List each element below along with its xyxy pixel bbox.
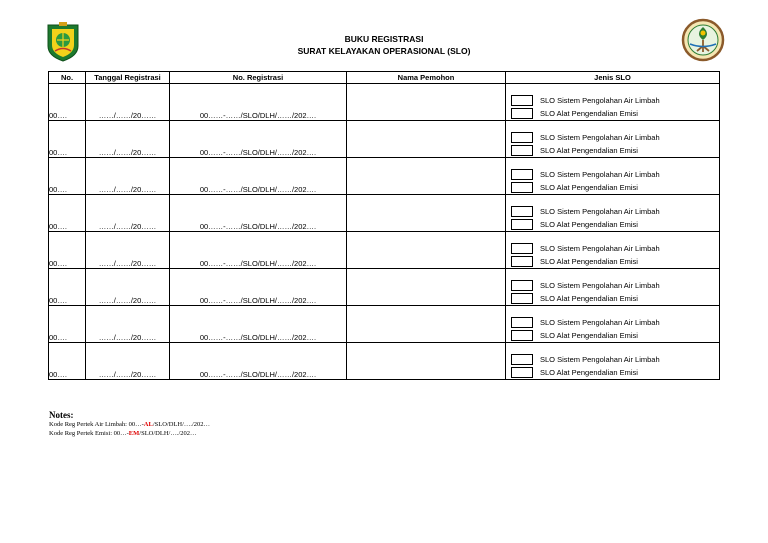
option-label: SLO Alat Pengendalian Emisi — [540, 109, 638, 118]
applicant-name — [347, 158, 506, 195]
table-header-row — [49, 72, 720, 84]
notes-section — [49, 410, 210, 438]
applicant-name — [347, 121, 506, 158]
registration-number: 00……-……/SLO/DLH/……/202…. — [170, 158, 347, 195]
option-label: SLO Alat Pengendalian Emisi — [540, 257, 638, 266]
note-text: Kode Reg Pertek Emisi: 00…- — [49, 429, 129, 437]
slo-type-cell — [506, 343, 720, 380]
wastewater-code-note — [49, 421, 210, 430]
row-number: 00…. — [49, 306, 86, 343]
registration-number: 00……-……/SLO/DLH/……/202…. — [170, 343, 347, 380]
wastewater-code: AL — [143, 421, 153, 428]
option-label: SLO Alat Pengendalian Emisi — [540, 368, 638, 377]
applicant-name — [347, 84, 506, 121]
wastewater-checkbox[interactable] — [511, 280, 533, 291]
slo-type-cell — [506, 84, 720, 121]
row-number: 00…. — [49, 158, 86, 195]
option-label: SLO Alat Pengendalian Emisi — [540, 146, 638, 155]
table-row — [49, 306, 720, 343]
table-row — [49, 84, 720, 121]
emission-checkbox[interactable] — [511, 330, 533, 341]
emission-checkbox[interactable] — [511, 293, 533, 304]
document-subtitle: SURAT KELAYAKAN OPERASIONAL (SLO) — [297, 46, 471, 56]
emission-checkbox[interactable] — [511, 256, 533, 267]
row-number: 00…. — [49, 269, 86, 306]
column-header-date: Tanggal Registrasi — [86, 72, 170, 84]
row-number: 00…. — [49, 121, 86, 158]
emission-checkbox[interactable] — [511, 219, 533, 230]
registration-date: ……/……/20…… — [86, 232, 170, 269]
registration-number: 00……-……/SLO/DLH/……/202…. — [170, 195, 347, 232]
option-label: SLO Sistem Pengolahan Air Limbah — [540, 133, 660, 142]
emission-checkbox[interactable] — [511, 108, 533, 119]
column-header-no: No. — [49, 72, 86, 84]
option-label: SLO Alat Pengendalian Emisi — [540, 331, 638, 340]
slo-type-cell — [506, 232, 720, 269]
registration-number: 00……-……/SLO/DLH/……/202…. — [170, 232, 347, 269]
applicant-name — [347, 195, 506, 232]
wastewater-checkbox[interactable] — [511, 243, 533, 254]
emission-checkbox[interactable] — [511, 145, 533, 156]
wastewater-checkbox[interactable] — [511, 95, 533, 106]
option-label: SLO Sistem Pengolahan Air Limbah — [540, 170, 660, 179]
table-row — [49, 195, 720, 232]
registration-number: 00……-……/SLO/DLH/……/202…. — [170, 306, 347, 343]
slo-type-cell — [506, 306, 720, 343]
row-number: 00…. — [49, 195, 86, 232]
registration-date: ……/……/20…… — [86, 158, 170, 195]
option-label: SLO Sistem Pengolahan Air Limbah — [540, 244, 660, 253]
table-row — [49, 343, 720, 380]
note-text: Kode Reg Pertek Air Limbah: 00…- — [49, 421, 144, 428]
table-row — [49, 232, 720, 269]
registration-date: ……/……/20…… — [86, 343, 170, 380]
registration-number: 00……-……/SLO/DLH/……/202…. — [170, 269, 347, 306]
slo-type-cell — [506, 269, 720, 306]
option-label: SLO Sistem Pengolahan Air Limbah — [540, 318, 660, 327]
registration-date: ……/……/20…… — [86, 269, 170, 306]
column-header-reg-number: No. Registrasi — [170, 72, 347, 84]
option-label: SLO Alat Pengendalian Emisi — [540, 294, 638, 303]
option-label: SLO Sistem Pengolahan Air Limbah — [540, 207, 660, 216]
registration-date: ……/……/20…… — [86, 306, 170, 343]
row-number: 00…. — [49, 232, 86, 269]
table-row — [49, 121, 720, 158]
row-number: 00…. — [49, 84, 86, 121]
registration-number: 00……-……/SLO/DLH/……/202…. — [170, 84, 347, 121]
wastewater-checkbox[interactable] — [511, 317, 533, 328]
wastewater-checkbox[interactable] — [511, 206, 533, 217]
wastewater-checkbox[interactable] — [511, 132, 533, 143]
registration-table — [48, 71, 720, 380]
emission-code: EM — [128, 429, 140, 437]
option-label: SLO Sistem Pengolahan Air Limbah — [540, 355, 660, 364]
wastewater-checkbox[interactable] — [511, 354, 533, 365]
option-label: SLO Alat Pengendalian Emisi — [540, 183, 638, 192]
option-label: SLO Sistem Pengolahan Air Limbah — [540, 96, 660, 105]
document-title: BUKU REGISTRASI — [344, 34, 424, 44]
option-label: SLO Alat Pengendalian Emisi — [540, 220, 638, 229]
applicant-name — [347, 269, 506, 306]
slo-type-cell — [506, 195, 720, 232]
applicant-name — [347, 232, 506, 269]
option-label: SLO Sistem Pengolahan Air Limbah — [540, 281, 660, 290]
slo-type-cell — [506, 158, 720, 195]
registration-date: ……/……/20…… — [86, 195, 170, 232]
slo-type-cell — [506, 121, 720, 158]
emission-code-note — [49, 430, 210, 439]
wastewater-checkbox[interactable] — [511, 169, 533, 180]
emission-checkbox[interactable] — [511, 367, 533, 378]
applicant-name — [347, 306, 506, 343]
column-header-applicant: Nama Pemohon — [347, 72, 506, 84]
emission-checkbox[interactable] — [511, 182, 533, 193]
registration-date: ……/……/20…… — [86, 84, 170, 121]
table-row — [49, 269, 720, 306]
notes-title: Notes: — [49, 410, 74, 420]
column-header-slo-type: Jenis SLO — [506, 72, 720, 84]
registration-number: 00……-……/SLO/DLH/……/202…. — [170, 121, 347, 158]
note-text: /SLO/DLH/…./202… — [152, 421, 211, 428]
row-number: 00…. — [49, 343, 86, 380]
applicant-name — [347, 343, 506, 380]
table-row — [49, 158, 720, 195]
registration-date: ……/……/20…… — [86, 121, 170, 158]
note-text: /SLO/DLH/…./202… — [139, 429, 197, 437]
